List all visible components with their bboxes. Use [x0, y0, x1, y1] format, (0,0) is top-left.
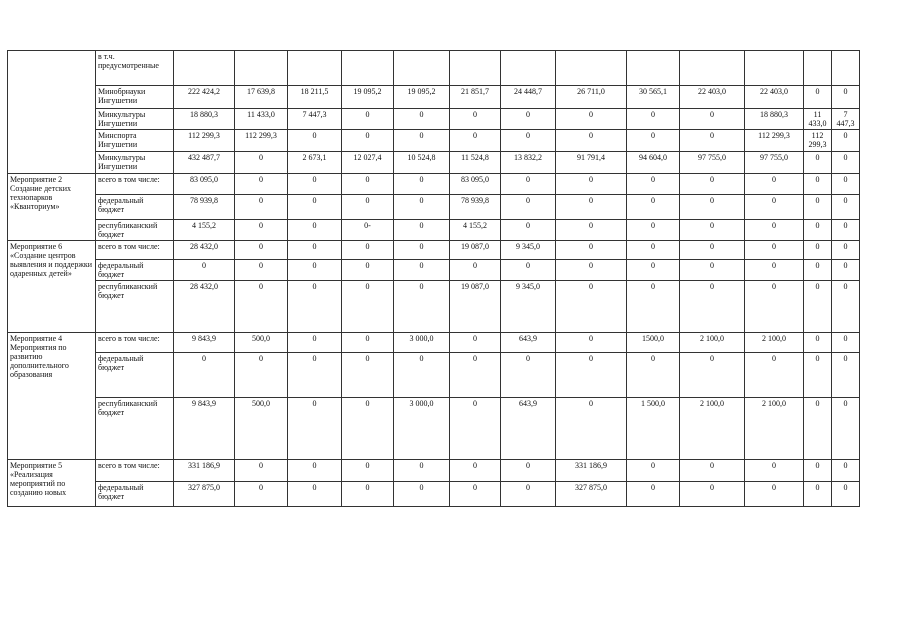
- amount-cell: [627, 51, 680, 86]
- amount-cell: 0: [235, 260, 288, 281]
- amount-cell: 4 155,2: [174, 220, 235, 241]
- amount-cell: 4 155,2: [450, 220, 501, 241]
- amount-cell: 9 345,0: [501, 241, 556, 260]
- amount-cell: 0: [235, 281, 288, 333]
- amount-cell: 0: [342, 241, 394, 260]
- amount-cell: 0: [627, 130, 680, 152]
- amount-cell: 0: [804, 195, 832, 220]
- amount-cell: 0: [501, 220, 556, 241]
- amount-cell: 0: [627, 220, 680, 241]
- amount-cell: 19 087,0: [450, 241, 501, 260]
- amount-cell: 9 843,9: [174, 398, 235, 460]
- amount-cell: 94 604,0: [627, 152, 680, 174]
- amount-cell: [450, 51, 501, 86]
- amount-cell: 18 880,3: [745, 109, 804, 130]
- amount-cell: 0: [450, 460, 501, 482]
- amount-cell: 0: [745, 482, 804, 507]
- amount-cell: 0: [342, 333, 394, 353]
- amount-cell: 7 447,3: [832, 109, 860, 130]
- amount-cell: 22 403,0: [680, 86, 745, 109]
- amount-cell: 112 299,3: [745, 130, 804, 152]
- amount-cell: 0: [288, 281, 342, 333]
- amount-cell: 3 000,0: [394, 398, 450, 460]
- amount-cell: 0: [288, 130, 342, 152]
- funding-source-cell: всего в том числе:: [96, 460, 174, 482]
- amount-cell: 13 832,2: [501, 152, 556, 174]
- table-row: [8, 241, 860, 260]
- amount-cell: 0: [804, 241, 832, 260]
- amount-cell: 0: [832, 241, 860, 260]
- table-row: [8, 152, 860, 174]
- amount-cell: 0: [832, 152, 860, 174]
- amount-cell: 0: [627, 460, 680, 482]
- table-row: [8, 86, 860, 109]
- amount-cell: 0: [804, 398, 832, 460]
- table-row: [8, 109, 860, 130]
- amount-cell: 327 875,0: [556, 482, 627, 507]
- amount-cell: 0: [450, 260, 501, 281]
- amount-cell: 0: [235, 220, 288, 241]
- amount-cell: [804, 51, 832, 86]
- funding-source-cell: федеральный бюджет: [96, 260, 174, 281]
- amount-cell: 0: [680, 241, 745, 260]
- amount-cell: 97 755,0: [745, 152, 804, 174]
- funding-source-cell: федеральный бюджет: [96, 482, 174, 507]
- amount-cell: 0: [804, 152, 832, 174]
- amount-cell: 19 087,0: [450, 281, 501, 333]
- amount-cell: 0: [832, 174, 860, 195]
- amount-cell: [501, 51, 556, 86]
- amount-cell: 0: [745, 353, 804, 398]
- amount-cell: 83 095,0: [450, 174, 501, 195]
- funding-source-cell: республиканский бюджет: [96, 398, 174, 460]
- amount-cell: 0: [680, 109, 745, 130]
- amount-cell: 28 432,0: [174, 281, 235, 333]
- table-row: [8, 51, 860, 86]
- amount-cell: 0: [832, 281, 860, 333]
- amount-cell: [745, 51, 804, 86]
- amount-cell: 0: [745, 281, 804, 333]
- amount-cell: 0: [556, 220, 627, 241]
- amount-cell: 0: [627, 174, 680, 195]
- amount-cell: 0: [627, 195, 680, 220]
- amount-cell: 0: [804, 482, 832, 507]
- funding-source-cell: всего в том числе:: [96, 241, 174, 260]
- amount-cell: 0: [832, 260, 860, 281]
- amount-cell: 0: [394, 109, 450, 130]
- activity-cell: Мероприятие 5 «Реализация мероприятий по созданию новых: [8, 460, 96, 507]
- amount-cell: 0: [394, 260, 450, 281]
- amount-cell: 0: [680, 460, 745, 482]
- table-row: [8, 482, 860, 507]
- amount-cell: 0: [235, 195, 288, 220]
- amount-cell: [394, 51, 450, 86]
- amount-cell: 0: [342, 398, 394, 460]
- funding-source-cell: федеральный бюджет: [96, 353, 174, 398]
- amount-cell: 0: [556, 174, 627, 195]
- amount-cell: 9 843,9: [174, 333, 235, 353]
- amount-cell: 0: [680, 174, 745, 195]
- amount-cell: 0: [804, 281, 832, 333]
- amount-cell: 0: [394, 460, 450, 482]
- amount-cell: 0: [680, 195, 745, 220]
- amount-cell: 19 095,2: [394, 86, 450, 109]
- amount-cell: 0: [804, 460, 832, 482]
- amount-cell: 0: [501, 174, 556, 195]
- amount-cell: 0: [501, 130, 556, 152]
- amount-cell: 112 299,3: [235, 130, 288, 152]
- amount-cell: 1500,0: [627, 333, 680, 353]
- amount-cell: [680, 51, 745, 86]
- amount-cell: 2 100,0: [680, 333, 745, 353]
- amount-cell: 0: [832, 86, 860, 109]
- amount-cell: 0: [288, 460, 342, 482]
- funding-source-cell: всего в том числе:: [96, 174, 174, 195]
- amount-cell: 28 432,0: [174, 241, 235, 260]
- amount-cell: 0: [627, 109, 680, 130]
- amount-cell: 643,9: [501, 398, 556, 460]
- amount-cell: 0: [745, 460, 804, 482]
- amount-cell: 0: [680, 353, 745, 398]
- table-row: [8, 281, 860, 333]
- activity-cell: Мероприятие 2 Создание детских технопарков «Кванториум»: [8, 174, 96, 241]
- amount-cell: 0: [450, 109, 501, 130]
- amount-cell: 1 500,0: [627, 398, 680, 460]
- amount-cell: 0: [804, 353, 832, 398]
- amount-cell: 0: [288, 482, 342, 507]
- amount-cell: [288, 51, 342, 86]
- amount-cell: 0: [832, 482, 860, 507]
- amount-cell: 19 095,2: [342, 86, 394, 109]
- amount-cell: 0: [501, 195, 556, 220]
- amount-cell: 0: [394, 220, 450, 241]
- amount-cell: 12 027,4: [342, 152, 394, 174]
- table-row: [8, 130, 860, 152]
- amount-cell: 0: [394, 353, 450, 398]
- amount-cell: 0: [394, 482, 450, 507]
- amount-cell: 0: [556, 281, 627, 333]
- amount-cell: 0: [342, 281, 394, 333]
- amount-cell: 0: [501, 260, 556, 281]
- amount-cell: 2 673,1: [288, 152, 342, 174]
- activity-cell: Мероприятие 6 «Создание центров выявления и поддержки одаренных детей»: [8, 241, 96, 333]
- amount-cell: 0: [235, 353, 288, 398]
- amount-cell: 0: [680, 220, 745, 241]
- amount-cell: 0: [288, 353, 342, 398]
- amount-cell: 0: [804, 220, 832, 241]
- amount-cell: 18 880,3: [174, 109, 235, 130]
- amount-cell: 0: [342, 195, 394, 220]
- table-row: [8, 260, 860, 281]
- amount-cell: 0: [235, 241, 288, 260]
- funding-source-cell: в т.ч. предусмотренные: [96, 51, 174, 86]
- amount-cell: 3 000,0: [394, 333, 450, 353]
- table-row: [8, 174, 860, 195]
- amount-cell: 222 424,2: [174, 86, 235, 109]
- amount-cell: 0: [235, 152, 288, 174]
- amount-cell: 0: [804, 86, 832, 109]
- activity-cell: [8, 51, 96, 174]
- amount-cell: 432 487,7: [174, 152, 235, 174]
- amount-cell: 11 524,8: [450, 152, 501, 174]
- funding-source-cell: федеральный бюджет: [96, 195, 174, 220]
- amount-cell: 0: [342, 260, 394, 281]
- amount-cell: 0: [832, 460, 860, 482]
- amount-cell: 0: [235, 460, 288, 482]
- amount-cell: 0: [832, 130, 860, 152]
- amount-cell: 0: [174, 260, 235, 281]
- amount-cell: 0: [342, 109, 394, 130]
- amount-cell: 0: [745, 220, 804, 241]
- amount-cell: 0-: [342, 220, 394, 241]
- amount-cell: 2 100,0: [745, 398, 804, 460]
- amount-cell: 0: [832, 353, 860, 398]
- amount-cell: 0: [501, 460, 556, 482]
- amount-cell: 0: [556, 398, 627, 460]
- funding-source-cell: всего в том числе:: [96, 333, 174, 353]
- amount-cell: 0: [450, 353, 501, 398]
- amount-cell: 0: [394, 195, 450, 220]
- amount-cell: 500,0: [235, 333, 288, 353]
- amount-cell: 0: [450, 482, 501, 507]
- amount-cell: 0: [394, 174, 450, 195]
- amount-cell: 0: [556, 353, 627, 398]
- amount-cell: 0: [556, 109, 627, 130]
- amount-cell: 0: [556, 333, 627, 353]
- amount-cell: 18 211,5: [288, 86, 342, 109]
- funding-source-cell: Минспорта Ингушетии: [96, 130, 174, 152]
- amount-cell: 78 939,8: [450, 195, 501, 220]
- amount-cell: 0: [394, 130, 450, 152]
- amount-cell: 10 524,8: [394, 152, 450, 174]
- amount-cell: 0: [804, 260, 832, 281]
- amount-cell: 112 299,3: [174, 130, 235, 152]
- amount-cell: 0: [832, 398, 860, 460]
- amount-cell: 0: [627, 281, 680, 333]
- amount-cell: 0: [556, 195, 627, 220]
- amount-cell: 0: [745, 174, 804, 195]
- amount-cell: 0: [342, 353, 394, 398]
- amount-cell: 24 448,7: [501, 86, 556, 109]
- amount-cell: 0: [627, 353, 680, 398]
- amount-cell: 0: [745, 241, 804, 260]
- amount-cell: 0: [832, 195, 860, 220]
- amount-cell: 2 100,0: [745, 333, 804, 353]
- amount-cell: 0: [235, 174, 288, 195]
- activity-cell: Мероприятие 4 Мероприятия по развитию дополнительного образования: [8, 333, 96, 460]
- amount-cell: 2 100,0: [680, 398, 745, 460]
- amount-cell: 327 875,0: [174, 482, 235, 507]
- amount-cell: 0: [288, 333, 342, 353]
- funding-source-cell: Минобрнауки Ингушетии: [96, 86, 174, 109]
- amount-cell: 643,9: [501, 333, 556, 353]
- amount-cell: 0: [235, 482, 288, 507]
- amount-cell: [342, 51, 394, 86]
- amount-cell: 0: [556, 130, 627, 152]
- amount-cell: 30 565,1: [627, 86, 680, 109]
- amount-cell: 0: [288, 398, 342, 460]
- amount-cell: 0: [450, 398, 501, 460]
- table-row: [8, 333, 860, 353]
- funding-source-cell: Минкультуры Ингушетии: [96, 109, 174, 130]
- amount-cell: 0: [556, 241, 627, 260]
- amount-cell: 11 433,0: [235, 109, 288, 130]
- amount-cell: 0: [342, 174, 394, 195]
- table-row: [8, 353, 860, 398]
- amount-cell: 83 095,0: [174, 174, 235, 195]
- amount-cell: 11 433,0: [804, 109, 832, 130]
- amount-cell: 0: [745, 195, 804, 220]
- amount-cell: 0: [501, 482, 556, 507]
- amount-cell: 0: [394, 241, 450, 260]
- amount-cell: 0: [680, 130, 745, 152]
- amount-cell: 78 939,8: [174, 195, 235, 220]
- amount-cell: 0: [288, 195, 342, 220]
- amount-cell: [832, 51, 860, 86]
- amount-cell: 0: [342, 460, 394, 482]
- amount-cell: 331 186,9: [556, 460, 627, 482]
- amount-cell: 0: [450, 130, 501, 152]
- amount-cell: 0: [501, 109, 556, 130]
- amount-cell: 0: [832, 333, 860, 353]
- amount-cell: 0: [342, 482, 394, 507]
- amount-cell: 7 447,3: [288, 109, 342, 130]
- funding-source-cell: республиканский бюджет: [96, 220, 174, 241]
- amount-cell: 0: [680, 482, 745, 507]
- budget-table: [7, 50, 860, 507]
- amount-cell: 0: [501, 353, 556, 398]
- amount-cell: [174, 51, 235, 86]
- amount-cell: 112 299,3: [804, 130, 832, 152]
- amount-cell: 331 186,9: [174, 460, 235, 482]
- budget-table-body: [8, 51, 860, 507]
- amount-cell: 0: [288, 174, 342, 195]
- amount-cell: 97 755,0: [680, 152, 745, 174]
- amount-cell: 0: [627, 482, 680, 507]
- table-row: [8, 398, 860, 460]
- table-row: [8, 220, 860, 241]
- amount-cell: 0: [288, 220, 342, 241]
- amount-cell: 91 791,4: [556, 152, 627, 174]
- table-row: [8, 460, 860, 482]
- amount-cell: 0: [288, 260, 342, 281]
- amount-cell: [556, 51, 627, 86]
- amount-cell: 0: [394, 281, 450, 333]
- amount-cell: 26 711,0: [556, 86, 627, 109]
- table-row: [8, 195, 860, 220]
- funding-source-cell: республиканский бюджет: [96, 281, 174, 333]
- amount-cell: 500,0: [235, 398, 288, 460]
- amount-cell: 21 851,7: [450, 86, 501, 109]
- amount-cell: [235, 51, 288, 86]
- amount-cell: 0: [288, 241, 342, 260]
- amount-cell: 0: [627, 260, 680, 281]
- amount-cell: 0: [450, 333, 501, 353]
- amount-cell: 0: [804, 333, 832, 353]
- amount-cell: 0: [174, 353, 235, 398]
- amount-cell: 0: [804, 174, 832, 195]
- amount-cell: 0: [342, 130, 394, 152]
- amount-cell: 9 345,0: [501, 281, 556, 333]
- amount-cell: 0: [832, 220, 860, 241]
- amount-cell: 22 403,0: [745, 86, 804, 109]
- amount-cell: 0: [556, 260, 627, 281]
- funding-source-cell: Минкультуры Ингушетии: [96, 152, 174, 174]
- amount-cell: 0: [745, 260, 804, 281]
- amount-cell: 17 639,8: [235, 86, 288, 109]
- amount-cell: 0: [680, 260, 745, 281]
- amount-cell: 0: [627, 241, 680, 260]
- amount-cell: 0: [680, 281, 745, 333]
